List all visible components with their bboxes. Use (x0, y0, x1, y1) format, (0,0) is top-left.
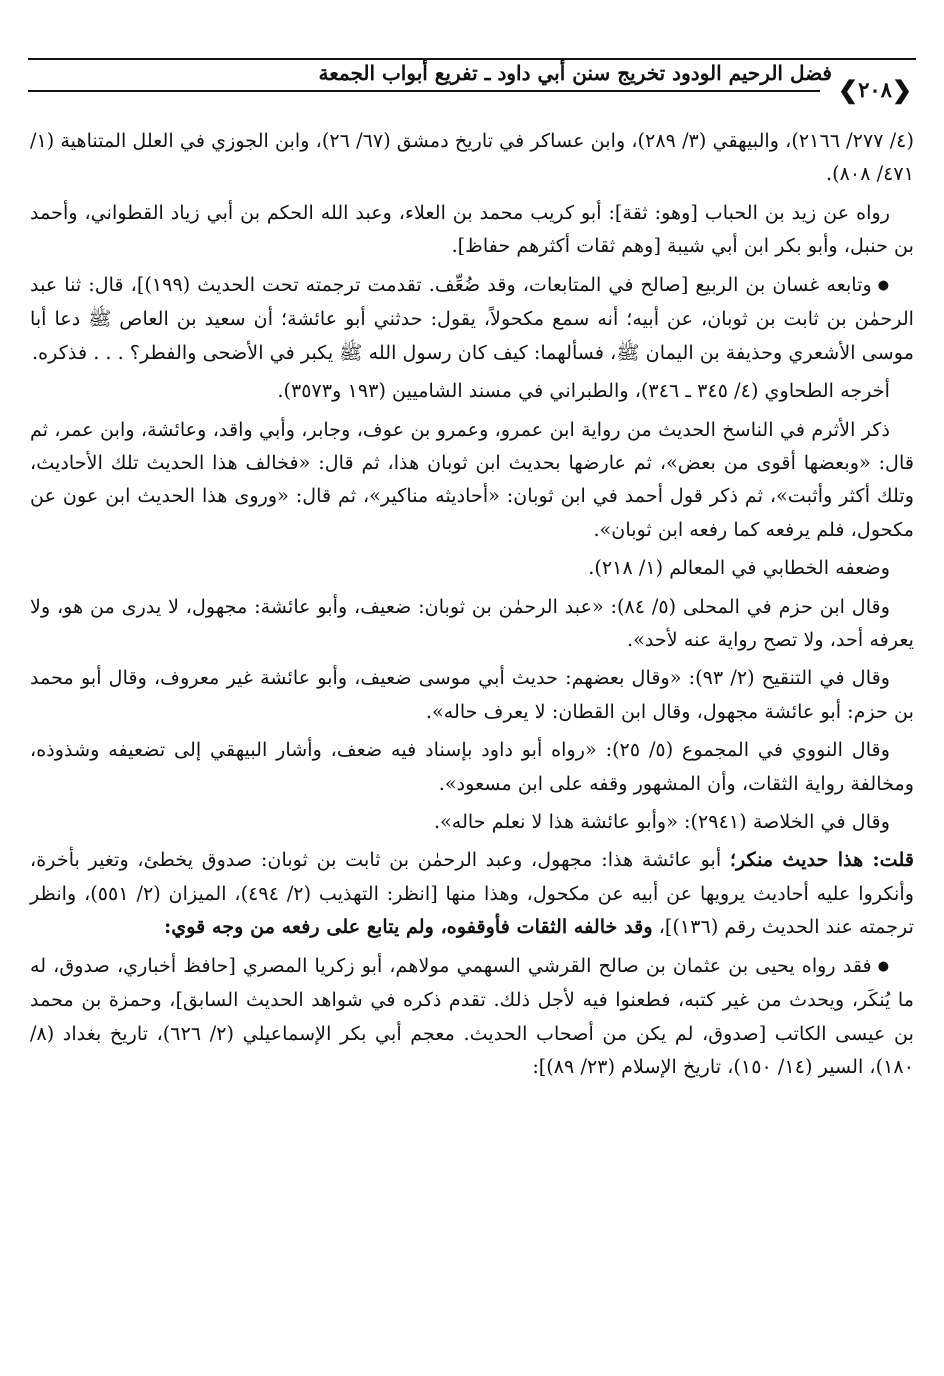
paragraph-11 (30, 843, 914, 943)
paragraph-7: وقال ابن حزم في المحلى (٥/ ٨٤): «عبد الرحمٰن بن ثوبان: ضعيف، وأبو عائشة: مجهول، لا يدرى من هو، ولا يعرفه أحد، ولا تصح رواية عنه لأحد». (30, 594, 914, 651)
page-number-value: ٢٠٨ (858, 76, 892, 102)
paragraph-12-text: فقد رواه يحيى بن عثمان بن صالح القرشي السهمي مولاهم، أبو زكريا المصري [حافظ أخباري، صدوق، له ما يُنكَر، ويحدث من غير كتبه، فطعنوا فيه لأجل ذلك. تقدم ذكره في شواهد الحديث السابق]، وحمزة بن محمد بن عيسى الكاتب [صدوق، لم يكن من أصحاب الحديث. معجم أبي بكر الإسماعيلي (٢/ ٦٢٦)، تاريخ بغداد (٨/ ١٨٠)، السير (١٤/ ١٥٠)، تاريخ الإسلام (٢٣/ ٨٩)]: (30, 953, 914, 1079)
paragraph-5: ذكر الأثرم في الناسخ الحديث من رواية ابن عمرو، وعمرو بن عوف، وجابر، وأبي واقد، وعائشة، وابن عمر، ثم قال: «وبعضها أقوى من بعض»، ثم عارضها بحديث ابن ثوبان هذا، ثم قال: «فخالف هذا الحديث تلك الأحاديث، وتلك أكثر وأثبت»، ثم ذكر قول أحمد في ابن ثوبان: «أحاديثه مناكير»، ثم قال: «وروى هذا الحديث ابن عون عن مكحول، فلم يرفعه كما رفعه ابن ثوبان». (30, 417, 914, 541)
page-number-ornament-right: ❮ (891, 74, 913, 104)
paragraph-12 (30, 949, 914, 1084)
paragraph-1: (٤/ ٢٧٧/ ٢١٦٦)، والبيهقي (٣/ ٢٨٩)، وابن عساكر في تاريخ دمشق (٦٧/ ٢٦)، وابن الجوزي في العلل المتناهية (١/ ٤٧١/ ٨٠٨). (30, 129, 914, 186)
book-title: فضل الرحيم الودود تخريج سنن أبي داود ـ تفريع أبواب الجمعة (318, 61, 832, 85)
bullet-icon: ● (877, 277, 890, 293)
running-header (28, 58, 916, 104)
paragraph-8: وقال في التنقيح (٢/ ٩٣): «وقال بعضهم: حديث أبي موسى ضعيف، وأبو عائشة غير معروف، وقال أبو محمد بن حزم: أبو عائشة مجهول، وقال ابن القطان: لا يعرف حاله». (30, 666, 914, 723)
paragraph-11-lead: قلت: هذا حديث منكر؛ (729, 848, 914, 872)
bullet-icon: ● (877, 958, 890, 974)
page-number-ornament-left: ❯ (837, 74, 859, 104)
paragraph-2: رواه عن زيد بن الحباب [وهو: ثقة]: أبو كريب محمد بن العلاء، وعبد الله الحكم بن أبي زياد القطواني، وأحمد بن حنبل، وأبو بكر ابن أبي شيبة [وهم ثقات أكثرهم حفاظ]. (30, 200, 914, 258)
paragraph-11-text: أبو عائشة هذا: مجهول، وعبد الرحمٰن بن ثابت بن ثوبان: صدوق يخطئ، وتغير بأخرة، وأنكروا عليه أحاديث يرويها عن أبيه عن مكحول، وهذا منها [انظر: التهذيب (٢/ ٤٩٤)، الميزان (٢/ ٥٥١)، وانظر ترجمته عند الحديث رقم (١٣٦)]، (30, 848, 914, 939)
paragraph-10: وقال في الخلاصة (٢٩٤١): «وأبو عائشة هذا لا نعلم حاله». (433, 810, 890, 834)
paragraph-6: وضعفه الخطابي في المعالم (١/ ٢١٨). (588, 556, 890, 580)
paragraph-3-text: وتابعه غسان بن الربيع [صالح في المتابعات، وقد ضُعِّف. تقدمت ترجمته تحت الحديث (١٩٩)]، قال: ثنا عبد الرحمٰن بن ثابت بن ثوبان، عن أبيه؛ أنه سمع مكحولاً، يقول: حدثني أبو عائشة؛ أن سعيد بن العاص ﷺ دعا أبا موسى الأشعري وحذيفة بن اليمان ﷺ، فسألهما: كيف كان رسول الله ﷺ يكبر في الأضحى والفطر؟ . . . فذكره. (30, 272, 914, 364)
header-bottom-rule (28, 90, 820, 92)
paragraph-9: وقال النووي في المجموع (٥/ ٢٥): «رواه أبو داود بإسناد فيه ضعف، وأشار البيهقي إلى تضعيفه وشذوذه، ومخالفة رواية الثقات، وأن المشهور وقفه على ابن مسعود». (30, 738, 914, 795)
paragraph-4: أخرجه الطحاوي (٤/ ٣٤٥ ـ ٣٤٦)، والطبراني في مسند الشاميين (١٩٣ و٣٥٧٣). (277, 379, 890, 403)
header-top-rule (28, 58, 916, 60)
page-number (834, 76, 916, 102)
page-body (30, 124, 914, 1089)
paragraph-11-tail: وقد خالفه الثقات فأوقفوه، ولم يتابع على رفعه من وجه قوي: (164, 915, 653, 939)
paragraph-3 (30, 268, 914, 370)
